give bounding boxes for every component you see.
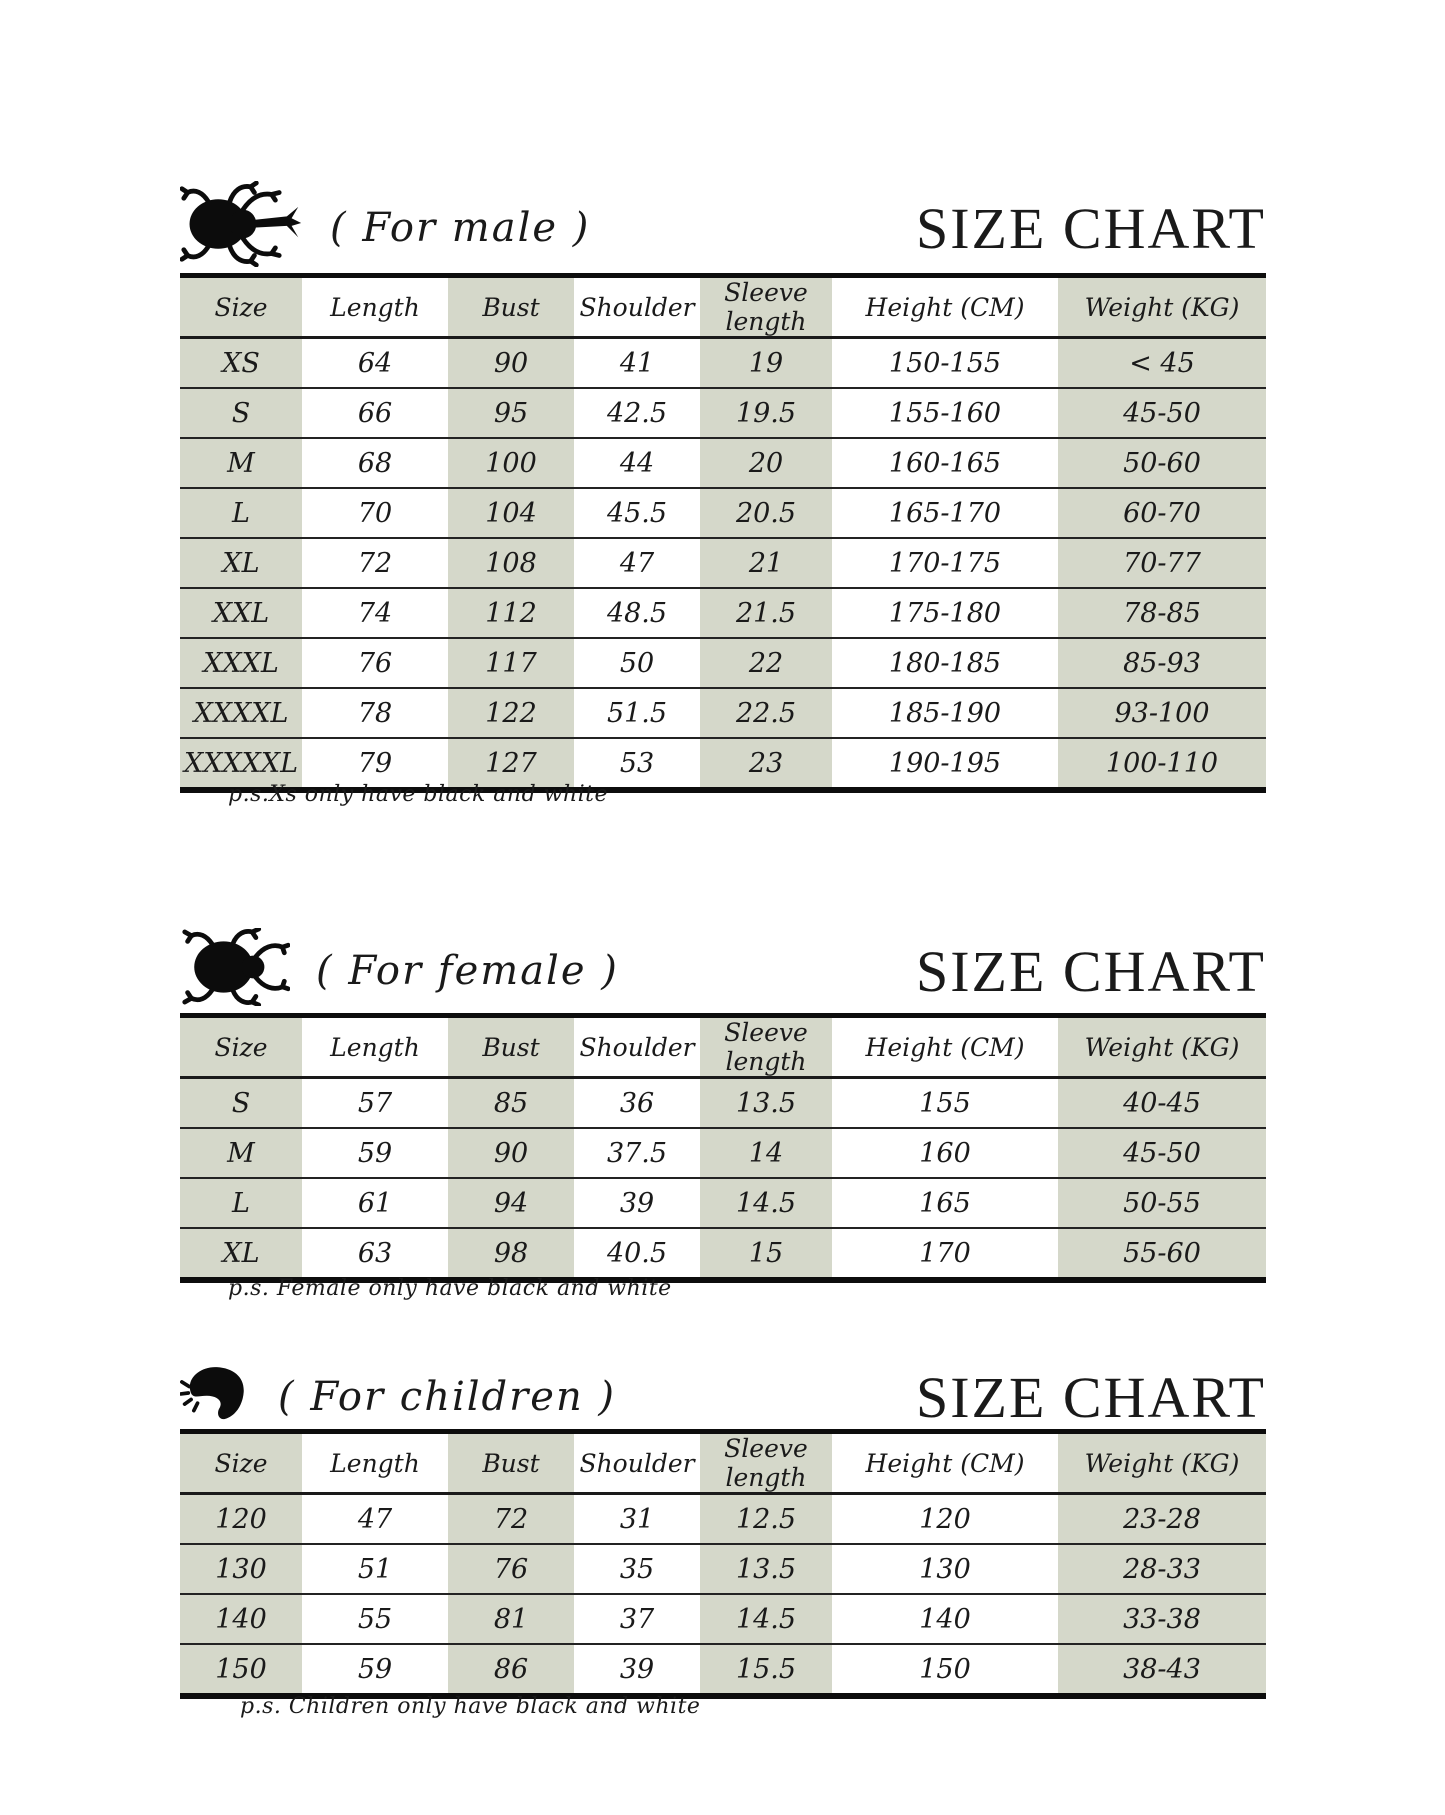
table-cell: 22 [700, 638, 832, 688]
table-cell: 155 [919, 1087, 971, 1119]
size-chart-title: SIZE CHART [915, 195, 1266, 261]
column-header: Weight (KG) [1058, 276, 1266, 338]
column-header: Sleeve length [700, 1432, 832, 1494]
table-cell: 98 [448, 1228, 574, 1280]
table-cell: 122 [448, 688, 574, 738]
table-cell: 50-60 [1058, 438, 1266, 488]
table-cell: 150 [919, 1653, 971, 1685]
table-cell: 28-33 [1058, 1544, 1266, 1594]
table-cell: 13.5 [700, 1544, 832, 1594]
size-chart-title: SIZE CHART [915, 1364, 1266, 1430]
table-cell: XXXXXL [180, 738, 302, 790]
table-row [180, 1544, 1266, 1594]
table-cell: 66 [357, 397, 393, 429]
table-cell: 45.5 [606, 497, 668, 529]
table-row [180, 488, 1266, 538]
column-header: Length [330, 1032, 420, 1062]
table-cell: 155-160 [888, 397, 1002, 429]
header-row [180, 276, 1266, 338]
table-cell: 68 [357, 447, 393, 479]
table-cell: 14 [700, 1128, 832, 1178]
table-cell: 85 [448, 1078, 574, 1129]
table-cell: 57 [357, 1087, 393, 1119]
table-cell: 180-185 [888, 647, 1002, 679]
table-cell: S [180, 388, 302, 438]
table-row [180, 688, 1266, 738]
column-header: Sleeve length [700, 1016, 832, 1078]
table-row [180, 388, 1266, 438]
table-cell: 60-70 [1058, 488, 1266, 538]
table-cell: 40.5 [606, 1237, 668, 1269]
column-header: Size [180, 1432, 302, 1494]
table-cell: 72 [357, 547, 393, 579]
table-cell: 79 [357, 747, 393, 779]
table-cell: 41 [619, 347, 655, 379]
table-cell: 150 [180, 1644, 302, 1696]
column-header: Size [180, 276, 302, 338]
table-cell: 175-180 [888, 597, 1002, 629]
table-cell: 47 [357, 1503, 393, 1535]
table-cell: 165-170 [888, 497, 1002, 529]
table-cell: 38-43 [1058, 1644, 1266, 1696]
size-table-male [180, 273, 1266, 793]
table-row [180, 1494, 1266, 1545]
table-cell: 120 [180, 1494, 302, 1545]
table-cell: 39 [619, 1187, 655, 1219]
section-label: ( For children ) [278, 1374, 617, 1420]
table-cell: 165 [919, 1187, 971, 1219]
table-cell: 61 [357, 1187, 393, 1219]
column-header: Size [180, 1016, 302, 1078]
table-cell: 47 [619, 547, 655, 579]
table-cell: 50-55 [1058, 1178, 1266, 1228]
table-cell: 85-93 [1058, 638, 1266, 688]
column-header: Sleeve length [700, 276, 832, 338]
table-row [180, 538, 1266, 588]
table-cell: XL [180, 538, 302, 588]
table-cell: 86 [448, 1644, 574, 1696]
table-cell: 93-100 [1058, 688, 1266, 738]
table-cell: M [180, 438, 302, 488]
header-row [180, 1016, 1266, 1078]
column-header: Length [330, 1448, 420, 1478]
column-header: Height (CM) [865, 1032, 1025, 1062]
table-cell: 170 [919, 1237, 971, 1269]
table-cell: XXXXL [180, 688, 302, 738]
table-cell: 37 [619, 1603, 655, 1635]
table-cell: 36 [619, 1087, 655, 1119]
column-header: Shoulder [579, 1032, 695, 1062]
table-cell: XS [180, 338, 302, 389]
table-cell: 94 [448, 1178, 574, 1228]
section-label: ( For male ) [330, 205, 591, 251]
table-cell: 23-28 [1058, 1494, 1266, 1545]
table-cell: 64 [357, 347, 393, 379]
male-beetle-icon [180, 181, 304, 267]
table-cell: 19.5 [700, 388, 832, 438]
table-row [180, 438, 1266, 488]
table-cell: 70 [357, 497, 393, 529]
table-cell: 15.5 [700, 1644, 832, 1696]
table-cell: L [180, 488, 302, 538]
table-cell: M [180, 1128, 302, 1178]
table-cell: 59 [357, 1653, 393, 1685]
column-header: Shoulder [579, 1448, 695, 1478]
table-cell: 90 [448, 338, 574, 389]
table-cell: 170-175 [888, 547, 1002, 579]
female-beetle-icon [180, 928, 290, 1006]
table-cell: 19 [700, 338, 832, 389]
table-row [180, 1594, 1266, 1644]
table-row [180, 1644, 1266, 1696]
table-cell: 130 [180, 1544, 302, 1594]
table-cell: 72 [448, 1494, 574, 1545]
section-header-children [180, 1360, 1266, 1430]
table-cell: 100-110 [1058, 738, 1266, 790]
table-row [180, 1228, 1266, 1280]
table-cell: 40-45 [1058, 1078, 1266, 1129]
table-cell: 140 [180, 1594, 302, 1644]
table-row [180, 338, 1266, 389]
table-cell: 45-50 [1058, 1128, 1266, 1178]
table-cell: 108 [448, 538, 574, 588]
table-cell: 74 [357, 597, 393, 629]
table-cell: 95 [448, 388, 574, 438]
ps-note-male: p.s.Xs only have black and white [228, 782, 609, 807]
table-cell: 53 [619, 747, 655, 779]
table-cell: 63 [357, 1237, 393, 1269]
table-cell: S [180, 1078, 302, 1129]
table-cell: XXXL [180, 638, 302, 688]
table-cell: 78 [357, 697, 393, 729]
header-row [180, 1432, 1266, 1494]
table-cell: 14.5 [700, 1178, 832, 1228]
table-cell: 190-195 [888, 747, 1002, 779]
table-cell: 130 [919, 1553, 971, 1585]
table-row [180, 638, 1266, 688]
table-cell: 20 [700, 438, 832, 488]
table-cell: 160-165 [888, 447, 1002, 479]
table-cell: 104 [448, 488, 574, 538]
ps-note-children: p.s. Children only have black and white [240, 1694, 701, 1719]
size-table-female [180, 1013, 1266, 1283]
children-grub-icon [180, 1362, 252, 1424]
table-cell: < 45 [1058, 338, 1266, 389]
table-cell: 112 [448, 588, 574, 638]
table-cell: XXL [180, 588, 302, 638]
section-label: ( For female ) [316, 948, 619, 994]
table-cell: 45-50 [1058, 388, 1266, 438]
size-chart-title: SIZE CHART [915, 938, 1266, 1004]
table-cell: 51 [357, 1553, 393, 1585]
column-header: Height (CM) [865, 292, 1025, 322]
table-cell: 23 [700, 738, 832, 790]
table-row [180, 1128, 1266, 1178]
column-header: Length [330, 292, 420, 322]
table-cell: 78-85 [1058, 588, 1266, 638]
table-cell: 185-190 [888, 697, 1002, 729]
table-cell: 81 [448, 1594, 574, 1644]
column-header: Bust [448, 1016, 574, 1078]
table-cell: 44 [619, 447, 655, 479]
table-cell: L [180, 1178, 302, 1228]
table-cell: 37.5 [606, 1137, 668, 1169]
table-cell: 117 [448, 638, 574, 688]
section-header-male [180, 176, 1266, 272]
table-cell: 150-155 [888, 347, 1002, 379]
table-cell: 140 [919, 1603, 971, 1635]
column-header: Shoulder [579, 292, 695, 322]
table-cell: 120 [919, 1503, 971, 1535]
table-cell: 12.5 [700, 1494, 832, 1545]
table-cell: 35 [619, 1553, 655, 1585]
table-cell: 76 [357, 647, 393, 679]
table-cell: 90 [448, 1128, 574, 1178]
ps-note-female: p.s. Female only have black and white [228, 1276, 672, 1301]
table-cell: 42.5 [606, 397, 668, 429]
table-cell: 48.5 [606, 597, 668, 629]
table-cell: 55 [357, 1603, 393, 1635]
column-header: Height (CM) [865, 1448, 1025, 1478]
table-cell: 22.5 [700, 688, 832, 738]
table-cell: 50 [619, 647, 655, 679]
table-cell: 21 [700, 538, 832, 588]
table-cell: 33-38 [1058, 1594, 1266, 1644]
column-header: Weight (KG) [1058, 1016, 1266, 1078]
table-cell: 160 [919, 1137, 971, 1169]
table-row [180, 1178, 1266, 1228]
table-row [180, 1078, 1266, 1129]
section-header-female [180, 926, 1266, 1008]
table-cell: 55-60 [1058, 1228, 1266, 1280]
column-header: Bust [448, 276, 574, 338]
table-cell: 20.5 [700, 488, 832, 538]
table-cell: 100 [448, 438, 574, 488]
table-cell: 21.5 [700, 588, 832, 638]
table-cell: 14.5 [700, 1594, 832, 1644]
table-row [180, 588, 1266, 638]
table-cell: 59 [357, 1137, 393, 1169]
table-cell: XL [180, 1228, 302, 1280]
size-table-children [180, 1429, 1266, 1699]
column-header: Weight (KG) [1058, 1432, 1266, 1494]
table-cell: 51.5 [606, 697, 668, 729]
table-cell: 15 [700, 1228, 832, 1280]
table-cell: 127 [448, 738, 574, 790]
table-cell: 31 [619, 1503, 655, 1535]
column-header: Bust [448, 1432, 574, 1494]
table-cell: 13.5 [700, 1078, 832, 1129]
table-cell: 39 [619, 1653, 655, 1685]
table-cell: 70-77 [1058, 538, 1266, 588]
table-cell: 76 [448, 1544, 574, 1594]
